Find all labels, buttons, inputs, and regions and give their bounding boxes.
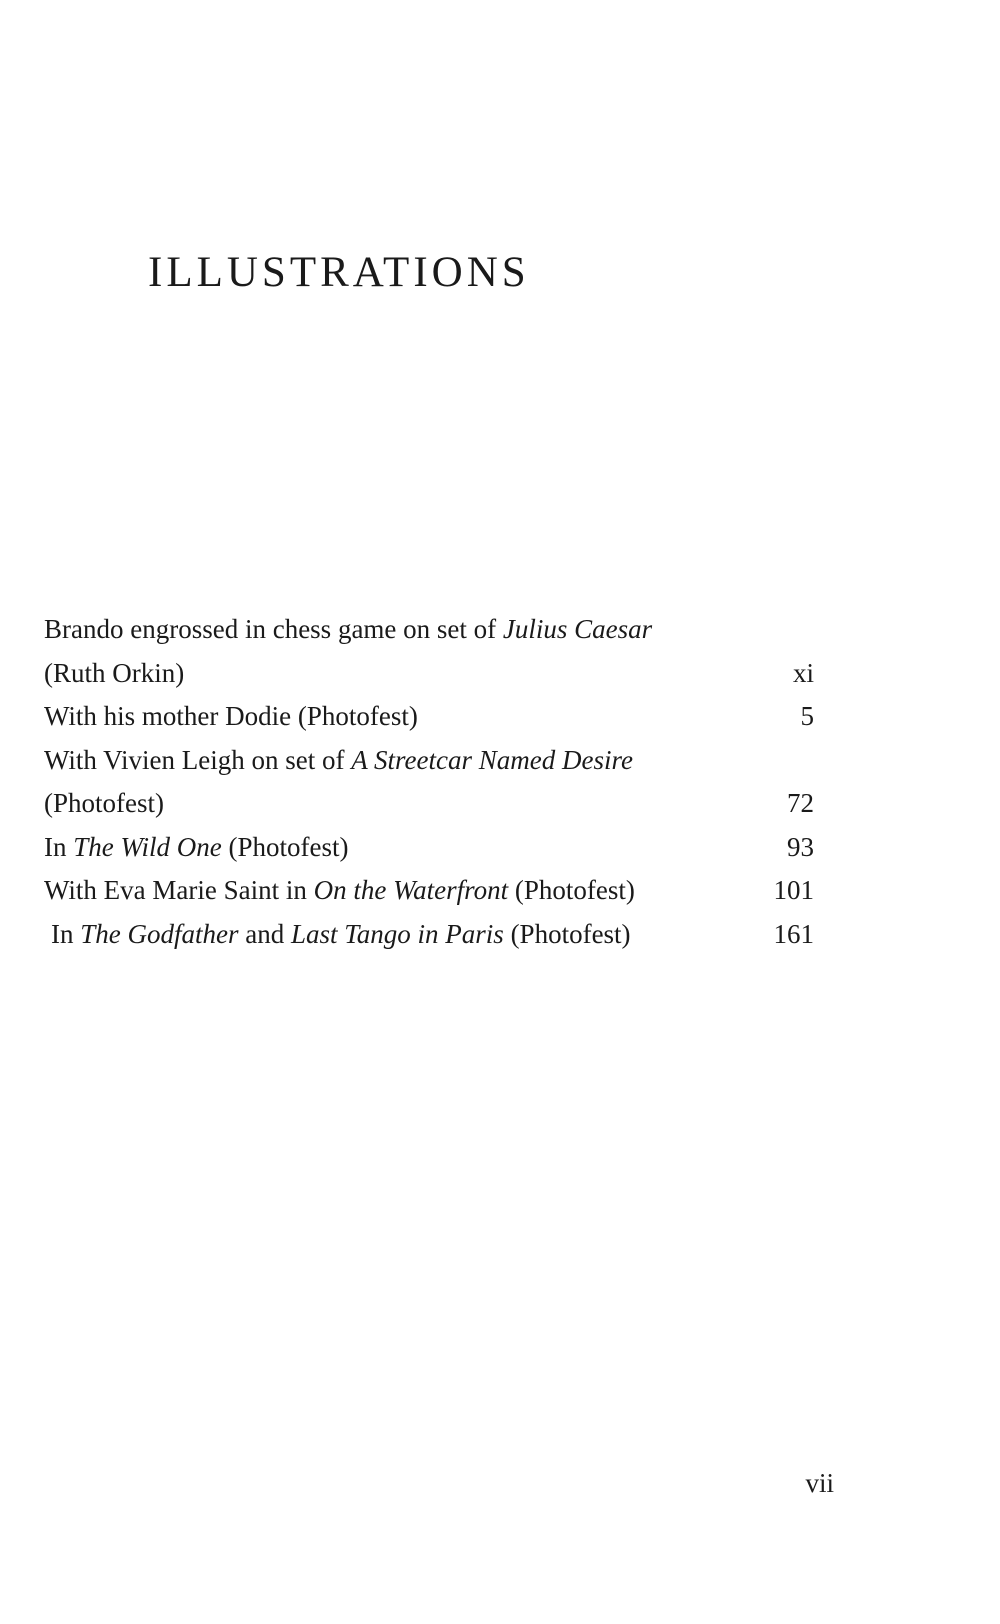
illustration-caption	[44, 826, 348, 870]
page-number: vii	[805, 1468, 834, 1498]
caption-text: With Vivien Leigh on set of	[44, 744, 352, 775]
list-item	[44, 739, 814, 783]
page-heading: ILLUSTRATIONS	[148, 249, 530, 296]
caption-title-italic: The Wild One	[73, 831, 222, 862]
caption-text: (Photofest)	[44, 788, 164, 818]
caption-text: In	[44, 831, 74, 862]
illustrations-list	[44, 608, 814, 956]
illustration-caption	[51, 913, 631, 957]
caption-text: (Photofest)	[503, 918, 631, 949]
caption-text: (Ruth Orkin)	[44, 657, 185, 688]
caption-title-italic: On the Waterfront	[313, 875, 509, 905]
list-item	[44, 869, 814, 913]
illustration-page-number: xi	[792, 657, 814, 688]
list-item	[44, 652, 814, 696]
illustration-page-number: 93	[787, 831, 814, 862]
caption-title-italic: The Godfather	[80, 918, 239, 949]
caption-title-italic: Last Tango in Paris	[290, 918, 504, 949]
list-item	[44, 782, 814, 826]
illustration-caption	[44, 782, 164, 826]
list-item	[44, 608, 814, 652]
list-item	[44, 913, 814, 957]
caption-text: Brando engrossed in chess game on set of	[44, 614, 503, 644]
caption-text: and	[238, 918, 291, 949]
caption-text: With Eva Marie Saint in	[44, 875, 314, 905]
illustration-page-number: 101	[773, 875, 814, 905]
illustration-caption	[44, 652, 184, 696]
caption-text: (Photofest)	[508, 875, 635, 905]
caption-title-italic: A Streetcar Named Desire	[351, 744, 633, 775]
caption-text: (Photofest)	[221, 831, 349, 862]
illustration-caption	[44, 695, 418, 739]
illustration-page-number: 5	[800, 701, 814, 731]
illustration-caption	[44, 869, 635, 913]
illustration-caption	[44, 739, 633, 783]
caption-text: In	[51, 918, 81, 949]
illustration-page-number: 72	[787, 788, 814, 818]
list-item	[44, 826, 814, 870]
illustration-caption	[44, 608, 652, 652]
caption-text: With his mother Dodie (Photofest)	[44, 701, 418, 731]
illustration-page-number: 161	[773, 918, 814, 949]
list-item	[44, 695, 814, 739]
caption-title-italic: Julius Caesar	[502, 614, 653, 644]
